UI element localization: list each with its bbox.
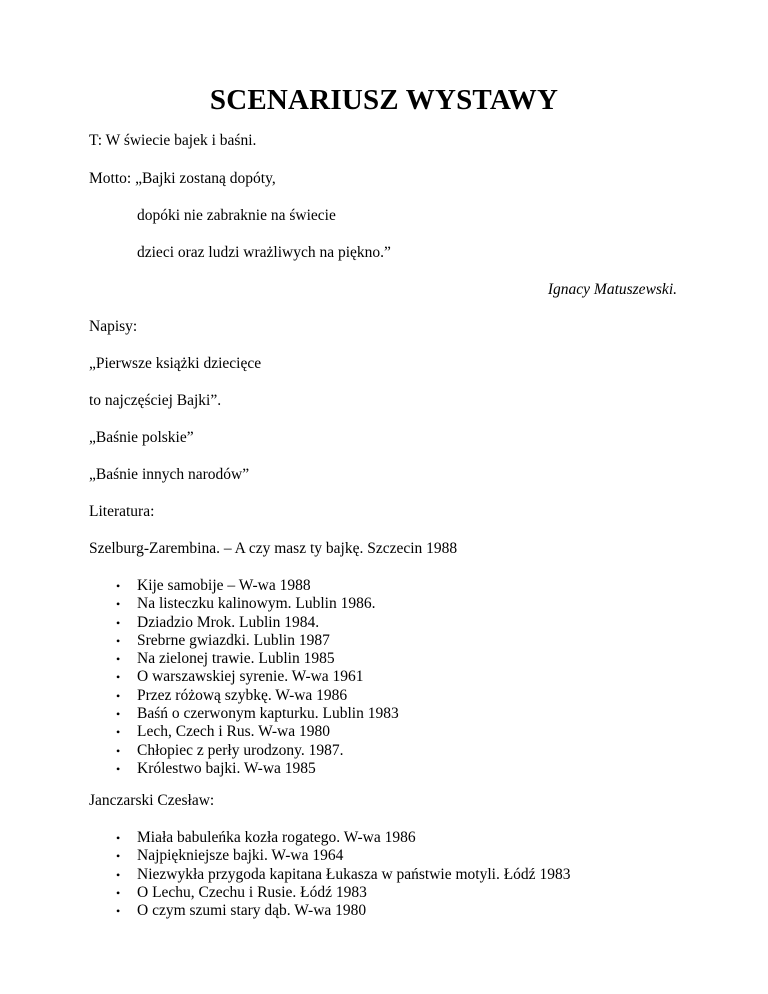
list-item-text: Chłopiec z perły urodzony. 1987. <box>137 741 344 759</box>
book-list-2 <box>89 829 570 920</box>
literatura-author-1: Szelburg-Zarembina. – A czy masz ty bajkę. Szczecin 1988 <box>89 540 458 557</box>
list-item-text: Niezwykła przygoda kapitana Łukasza w państwie motyli. Łódź 1983 <box>137 865 571 883</box>
bullet-icon: • <box>116 867 121 882</box>
list-item-text: Baśń o czerwonym kapturku. Lublin 1983 <box>137 705 399 723</box>
list-item-text: O czym szumi stary dąb. W-wa 1980 <box>137 902 367 920</box>
literatura-heading: Literatura: <box>89 503 155 520</box>
napisy-line-4: „Baśnie innych narodów” <box>89 466 250 483</box>
motto-author: Ignacy Matuszewski. <box>547 281 677 298</box>
list-item <box>89 632 399 650</box>
list-item <box>89 595 399 613</box>
list-item-text: Na listeczku kalinowym. Lublin 1986. <box>137 595 376 613</box>
motto-line-2: dopóki nie zabraknie na świecie <box>137 207 336 224</box>
bullet-icon: • <box>116 885 121 900</box>
bullet-icon: • <box>116 725 121 740</box>
list-item <box>89 829 570 847</box>
list-item <box>89 847 570 865</box>
list-item-text: O warszawskiej syrenie. W-wa 1961 <box>137 668 364 686</box>
bullet-icon: • <box>116 743 121 758</box>
motto-line-3: dzieci oraz ludzi wrażliwych na piękno.” <box>137 244 391 261</box>
bullet-icon: • <box>116 670 121 685</box>
napisy-heading: Napisy: <box>89 318 138 335</box>
bullet-icon: • <box>116 904 121 919</box>
bullet-icon: • <box>116 633 121 648</box>
bullet-icon: • <box>116 849 121 864</box>
list-item-text: Na zielonej trawie. Lublin 1985 <box>137 650 335 668</box>
list-item-text: Kije samobije – W-wa 1988 <box>137 577 311 594</box>
bullet-icon: • <box>116 831 121 845</box>
list-item <box>89 650 399 668</box>
bullet-icon: • <box>116 707 121 722</box>
bullet-icon: • <box>116 615 121 630</box>
list-item-text: Przez różową szybkę. W-wa 1986 <box>137 686 348 704</box>
list-item <box>89 577 399 595</box>
list-item-text: Srebrne gwiazdki. Lublin 1987 <box>137 631 330 649</box>
motto-line-1: Motto: „Bajki zostaną dopóty, <box>89 170 276 187</box>
napisy-line-1: „Pierwsze książki dziecięce <box>89 355 262 372</box>
list-item-text: Królestwo bajki. W-wa 1985 <box>137 759 316 777</box>
bullet-icon: • <box>116 761 121 776</box>
napisy-line-2: to najczęściej Bajki”. <box>89 392 222 409</box>
bullet-icon: • <box>116 688 121 703</box>
bullet-icon: • <box>116 652 121 667</box>
napisy-line-3: „Baśnie polskie” <box>89 429 194 446</box>
list-item <box>89 742 399 760</box>
literatura-author-2: Janczarski Czesław: <box>89 792 215 809</box>
list-item-text: Miała babuleńka kozła rogatego. W-wa 1986 <box>137 829 416 846</box>
list-item <box>89 705 399 723</box>
bullet-icon: • <box>116 597 121 612</box>
list-item <box>89 760 399 778</box>
list-item-text: Dziadzio Mrok. Lublin 1984. <box>137 613 320 631</box>
topic-line: T: W świecie bajek i baśni. <box>89 132 257 149</box>
list-item <box>89 668 399 686</box>
list-item <box>89 866 570 884</box>
list-item <box>89 614 399 632</box>
book-list-1 <box>89 577 399 778</box>
list-item <box>89 687 399 705</box>
list-item-text: O Lechu, Czechu i Rusie. Łódź 1983 <box>137 883 367 901</box>
list-item <box>89 902 570 920</box>
bullet-icon: • <box>116 579 121 593</box>
page-title: SCENARIUSZ WYSTAWY <box>209 84 559 116</box>
list-item <box>89 723 399 741</box>
list-item <box>89 884 570 902</box>
list-item-text: Lech, Czech i Rus. W-wa 1980 <box>137 723 330 741</box>
list-item-text: Najpiękniejsze bajki. W-wa 1964 <box>137 847 344 865</box>
